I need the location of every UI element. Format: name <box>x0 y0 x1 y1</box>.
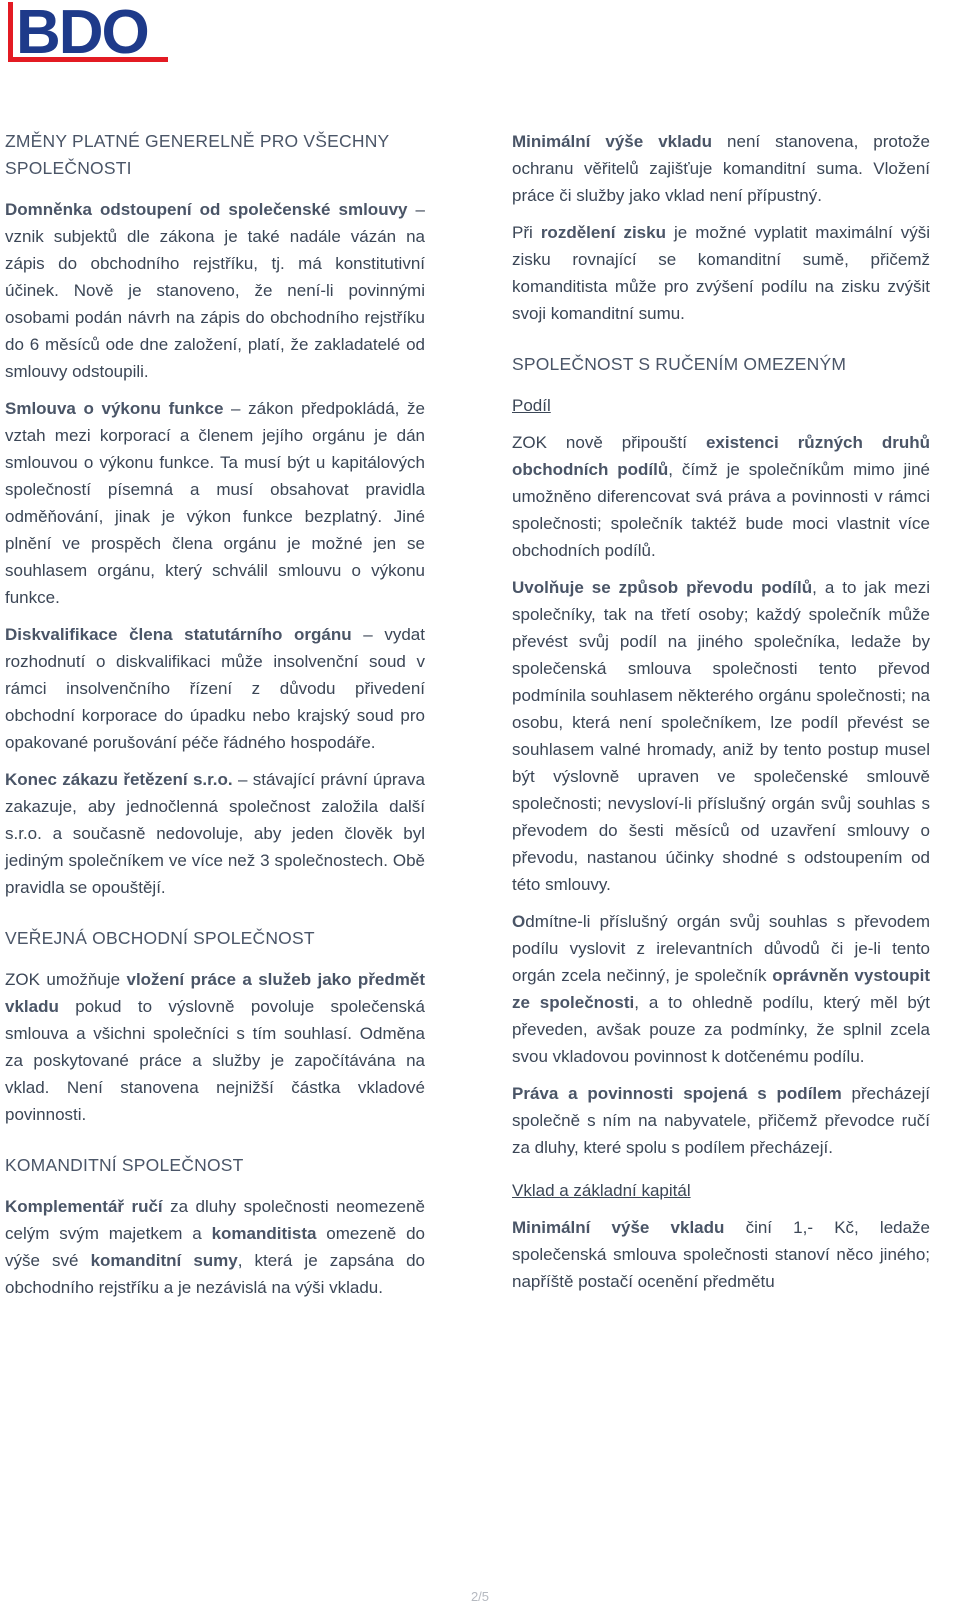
paragraph-druhy-podilu: ZOK nově připouští existenci různých druhů obchodních podílů, čímž je společníkům mimo jiné umožněno diferencovat svá práva a povinnosti v rámci společnosti; společník taktéž bude moci vlastnit více obchodních podílů. <box>512 433 931 560</box>
left-column <box>5 128 425 1311</box>
heading-changes-all-companies: ZMĚNY PLATNÉ GENERELNĚ PRO VŠECHNY SPOLEČNOSTI <box>5 131 390 178</box>
paragraph-konec-retezeni: Konec zákazu řetězení s.r.o. – stávající právní úprava zakazuje, aby jednočlenná společnost založila další s.r.o. a současně nedovoluje, aby jeden člověk byl jediným společníkem ve více než 3 společnostech. Obě pravidla se opouštějí. <box>5 770 425 897</box>
paragraph-min-vklad-sro: Minimální výše vkladu činí 1,- Kč, ledaže společenská smlouva společnosti stanoví něco jiného; napříště postačí ocenění předmětu <box>512 1218 931 1291</box>
paragraph-diskvalifikace: Diskvalifikace člena statutárního orgánu – vydat rozhodnutí o diskvalifikaci může insolvenční soud v rámci insolvenčního řízení z důvodu přivedení obchodní korporace do úpadku nebo krajský soud pro opakované porušování péče řádného hospodáře. <box>5 625 425 752</box>
paragraph-prava-povinnosti: Práva a povinnosti spojená s podílem přecházejí společně s ním na nabyvatele, přičemž převodce ručí za dluhy, které spolu s podílem přecházejí. <box>512 1084 930 1157</box>
heading-sro: SPOLEČNOST S RUČENÍM OMEZENÝM <box>512 354 847 374</box>
paragraph-rozdeleni-zisku: Při rozdělení zisku je možné vyplatit maximální výši zisku rovnající se komanditní sumě, přičemž komanditista může pro zvýšení podílu na zisku zvýšit svoji komanditní sumu. <box>512 223 931 323</box>
paragraph-prevod-podilu: Uvolňuje se způsob převodu podílů, a to jak mezi společníky, tak na třetí osoby; každý společník může převést svůj podíl na jiného společníka, ledaže by společenská smlouva společnosti tento převod podmínila souhlasem některého orgánu společnosti; na osobu, která není společníkem, lze podíl převést se souhlasem valné hromady, aniž by tento postup musel být výslovně upraven ve společenské smlouvě společnosti; nevysloví-li příslušný orgán svůj souhlas s převodem do šesti měsíců od uzavření smlouvy o převodu, nastanou účinky shodné s odstoupením od této smlouvy. <box>512 578 930 894</box>
paragraph-odmitnuti-souhlasu: Odmítne-li příslušný orgán svůj souhlas s převodem podílu vyslovit z irelevantních důvodů či je-li tento orgán zcela nečinný, je společník oprávněn vystoupit ze společnosti, a to ohledně podílu, který měl být převeden, avšak pouze za podmínky, že splnil zcela svou vkladovou povinnost k dotčenému podílu. <box>512 912 930 1066</box>
page-number: 2/5 <box>470 1589 490 1604</box>
subheading-podil: Podíl <box>512 396 551 415</box>
bdo-logo <box>8 2 170 64</box>
paragraph-domnenka: Domněnka odstoupení od společenské smlouvy – vznik subjektů dle zákona je také nadále vázán na zápis do obchodního rejstříku, tj. má konstitutivní účinek. Nově je stanoveno, že není-li povinnými osobami podán návrh na zápis do obchodního rejstříku do 6 měsíců ode dne založení, platí, že zakladatelé od smlouvy odstoupili. <box>5 200 425 381</box>
subheading-vklad-kapital: Vklad a základní kapitál <box>512 1181 691 1200</box>
svg-text:BDO: BDO <box>16 2 148 64</box>
paragraph-ks: Komplementář ručí za dluhy společnosti neomezeně celým svým majetkem a komanditista omezeně do výše své komanditní sumy, která je zapsána do obchodního rejstříku a je nezávislá na výši vkladu. <box>5 1197 426 1297</box>
paragraph-min-vklad-ks: Minimální výše vkladu není stanovena, protože ochranu věřitelů zajišťuje komanditní suma. Vložení práce či služby jako vklad není přípustný. <box>512 132 931 205</box>
heading-vos: VEŘEJNÁ OBCHODNÍ SPOLEČNOST <box>5 928 315 948</box>
paragraph-smlouva-vykon: Smlouva o výkonu funkce – zákon předpokládá, že vztah mezi korporací a členem jejího orgánu je dán smlouvou o výkonu funkce. Ta musí být u kapitálových společností písemná a musí obsahovat pravidla odměňování, jinak je výkon funkce bezplatný. Jiné plnění ve prospěch člena orgánu je možné jen se souhlasem orgánu, který schválil smlouvu o výkonu funkce. <box>5 399 425 607</box>
heading-ks: KOMANDITNÍ SPOLEČNOST <box>5 1155 244 1175</box>
right-column <box>512 128 930 1305</box>
paragraph-vos: ZOK umožňuje vložení práce a služeb jako předmět vkladu pokud to výslovně povoluje společenská smlouva a všichni společníci s tím souhlasí. Odměna za poskytované práce a služby je započítávána na vklad. Není stanovena nejnižší částka vkladové povinnosti. <box>5 970 426 1124</box>
